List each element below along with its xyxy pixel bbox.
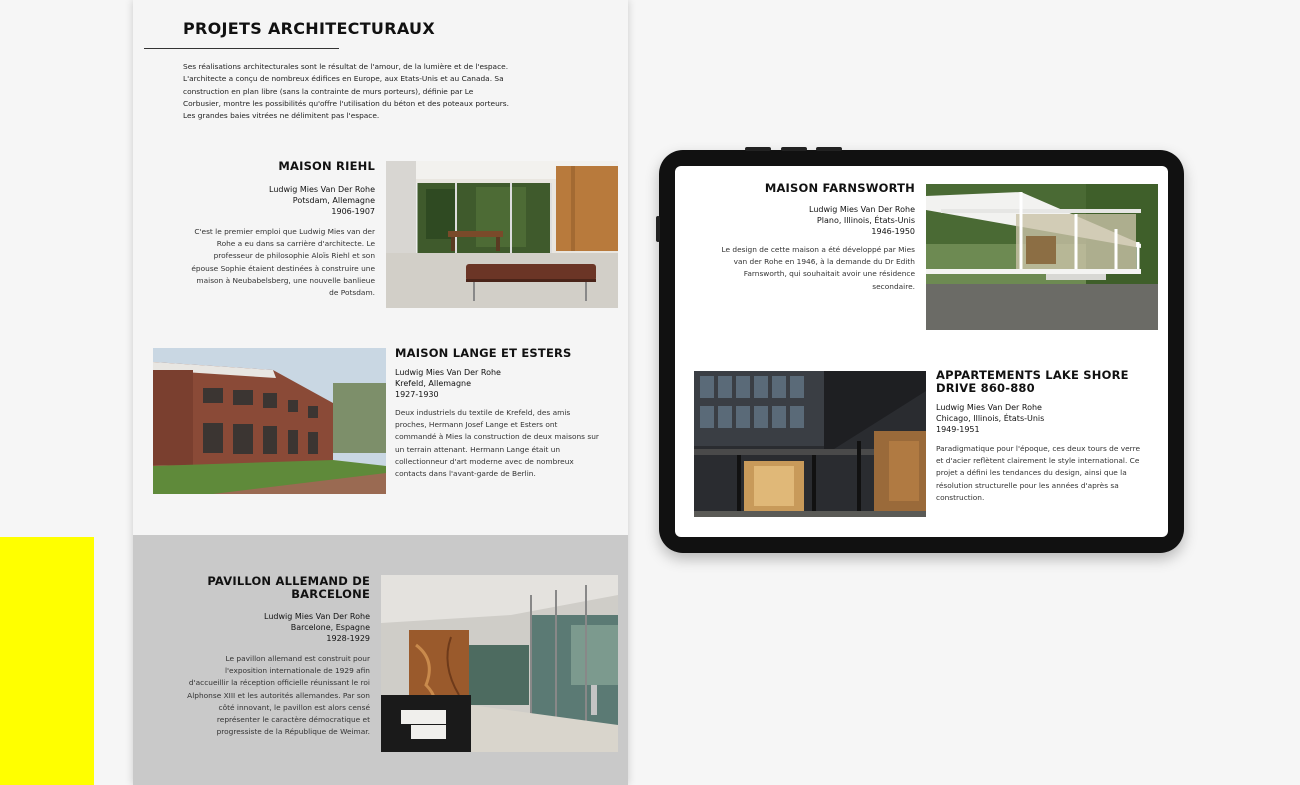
project-years: 1927-1930 [395,390,439,399]
project-location: Potsdam, Allemagne [292,196,375,205]
project-lange [395,347,600,480]
project-meta [183,611,370,644]
project-architect: Ludwig Mies Van Der Rohe [269,185,375,194]
photo-lake-shore-drive[interactable] [694,371,926,517]
project-years: 1928-1929 [326,634,370,643]
tablet-screen[interactable] [675,166,1168,537]
tablet-side-button [656,216,660,242]
project-title: MAISON FARNSWORTH [764,181,915,195]
project-location: Plano, Illinois, États-Unis [816,216,915,225]
project-farnsworth [715,182,915,293]
project-riehl [188,160,375,299]
title-divider [144,48,339,49]
project-title: PAVILLON ALLEMAND DE BARCELONE [207,574,370,601]
project-meta [936,402,1146,435]
yellow-accent-block [0,537,94,785]
tablet-mockup [659,150,1184,553]
project-description: Le pavillon allemand est construit pour l'exposition internationale de 1929 afin d'accueillir la réception officielle réunissant le roi Alphonse XIII et les autorités allemandes. Par son côté innovant, le pavillon est alors censé représenter le caractère démocratique et progressiste de la République de Weimar. [187,654,370,737]
project-lakeshore [936,369,1146,504]
project-barcelone [183,575,370,738]
project-meta [715,204,915,237]
photo-pavillon-barcelone[interactable] [381,575,618,752]
project-years: 1906-1907 [331,207,375,216]
tablet-top-button [745,147,771,151]
project-architect: Ludwig Mies Van Der Rohe [395,368,501,377]
project-years: 1949-1951 [936,425,980,434]
project-description: Le design de cette maison a été développé par Mies van der Rohe en 1946, à la demande du Dr Edith Farnsworth, qui souhaitait avoir une résidence secondaire. [721,245,915,291]
project-title: APPARTEMENTS LAKE SHORE DRIVE 860-880 [936,368,1129,395]
page-mockup[interactable] [133,0,628,785]
project-architect: Ludwig Mies Van Der Rohe [936,403,1042,412]
project-location: Barcelone, Espagne [290,623,370,632]
project-title: MAISON RIEHL [278,159,375,173]
tablet-top-button [781,147,807,151]
project-architect: Ludwig Mies Van Der Rohe [809,205,915,214]
project-architect: Ludwig Mies Van Der Rohe [264,612,370,621]
project-description: Deux industriels du textile de Krefeld, des amis proches, Hermann Josef Lange et Esters ont commandé à Mies la construction de deux maisons sur un terrain attenant. Hermann Lange était un collectionneur d'art moderne avec de nombreux contacts dans l'avant-garde de Berlin. [395,408,599,479]
project-location: Krefeld, Allemagne [395,379,472,388]
project-location: Chicago, Illinois, États-Unis [936,414,1045,423]
photo-maison-riehl[interactable] [386,161,618,308]
page-title: PROJETS ARCHITECTURAUX [183,19,435,38]
intro-paragraph: Ses réalisations architecturales sont le résultat de l'amour, de la lumière et de l'espace. L'architecte a conçu de nombreux édifices en Europe, aux Etats-Unis et au Canada. Sa construction en plan libre (sans la contrainte de murs porteurs), définie par Le Corbusier, montre les possibilités qu'offre l'utilisation du béton et des poteaux porteurs. Les grandes baies vitrées ne délimitent pas l'espace. [183,62,509,121]
photo-maison-farnsworth[interactable] [926,184,1158,330]
project-meta [395,367,600,400]
project-description: Paradigmatique pour l'époque, ces deux tours de verre et d'acier reflètent clairement le style international. Ce projet a défini les tendances du design, ainsi que la résolution structurelle pour les années d'après sa construction. [936,444,1140,502]
project-description: C'est le premier emploi que Ludwig Mies van der Rohe a eu dans sa carrière d'architecte. Le professeur de philosophie Aloïs Riehl et son épouse Sophie étaient destinées à construire une maison à Neubabelsberg, une nouvelle banlieue de Potsdam. [191,227,375,298]
project-years: 1946-1950 [871,227,915,236]
tablet-top-button [816,147,842,151]
photo-maison-lange[interactable] [153,348,386,494]
project-meta [188,184,375,217]
project-title: MAISON LANGE ET ESTERS [395,346,572,360]
